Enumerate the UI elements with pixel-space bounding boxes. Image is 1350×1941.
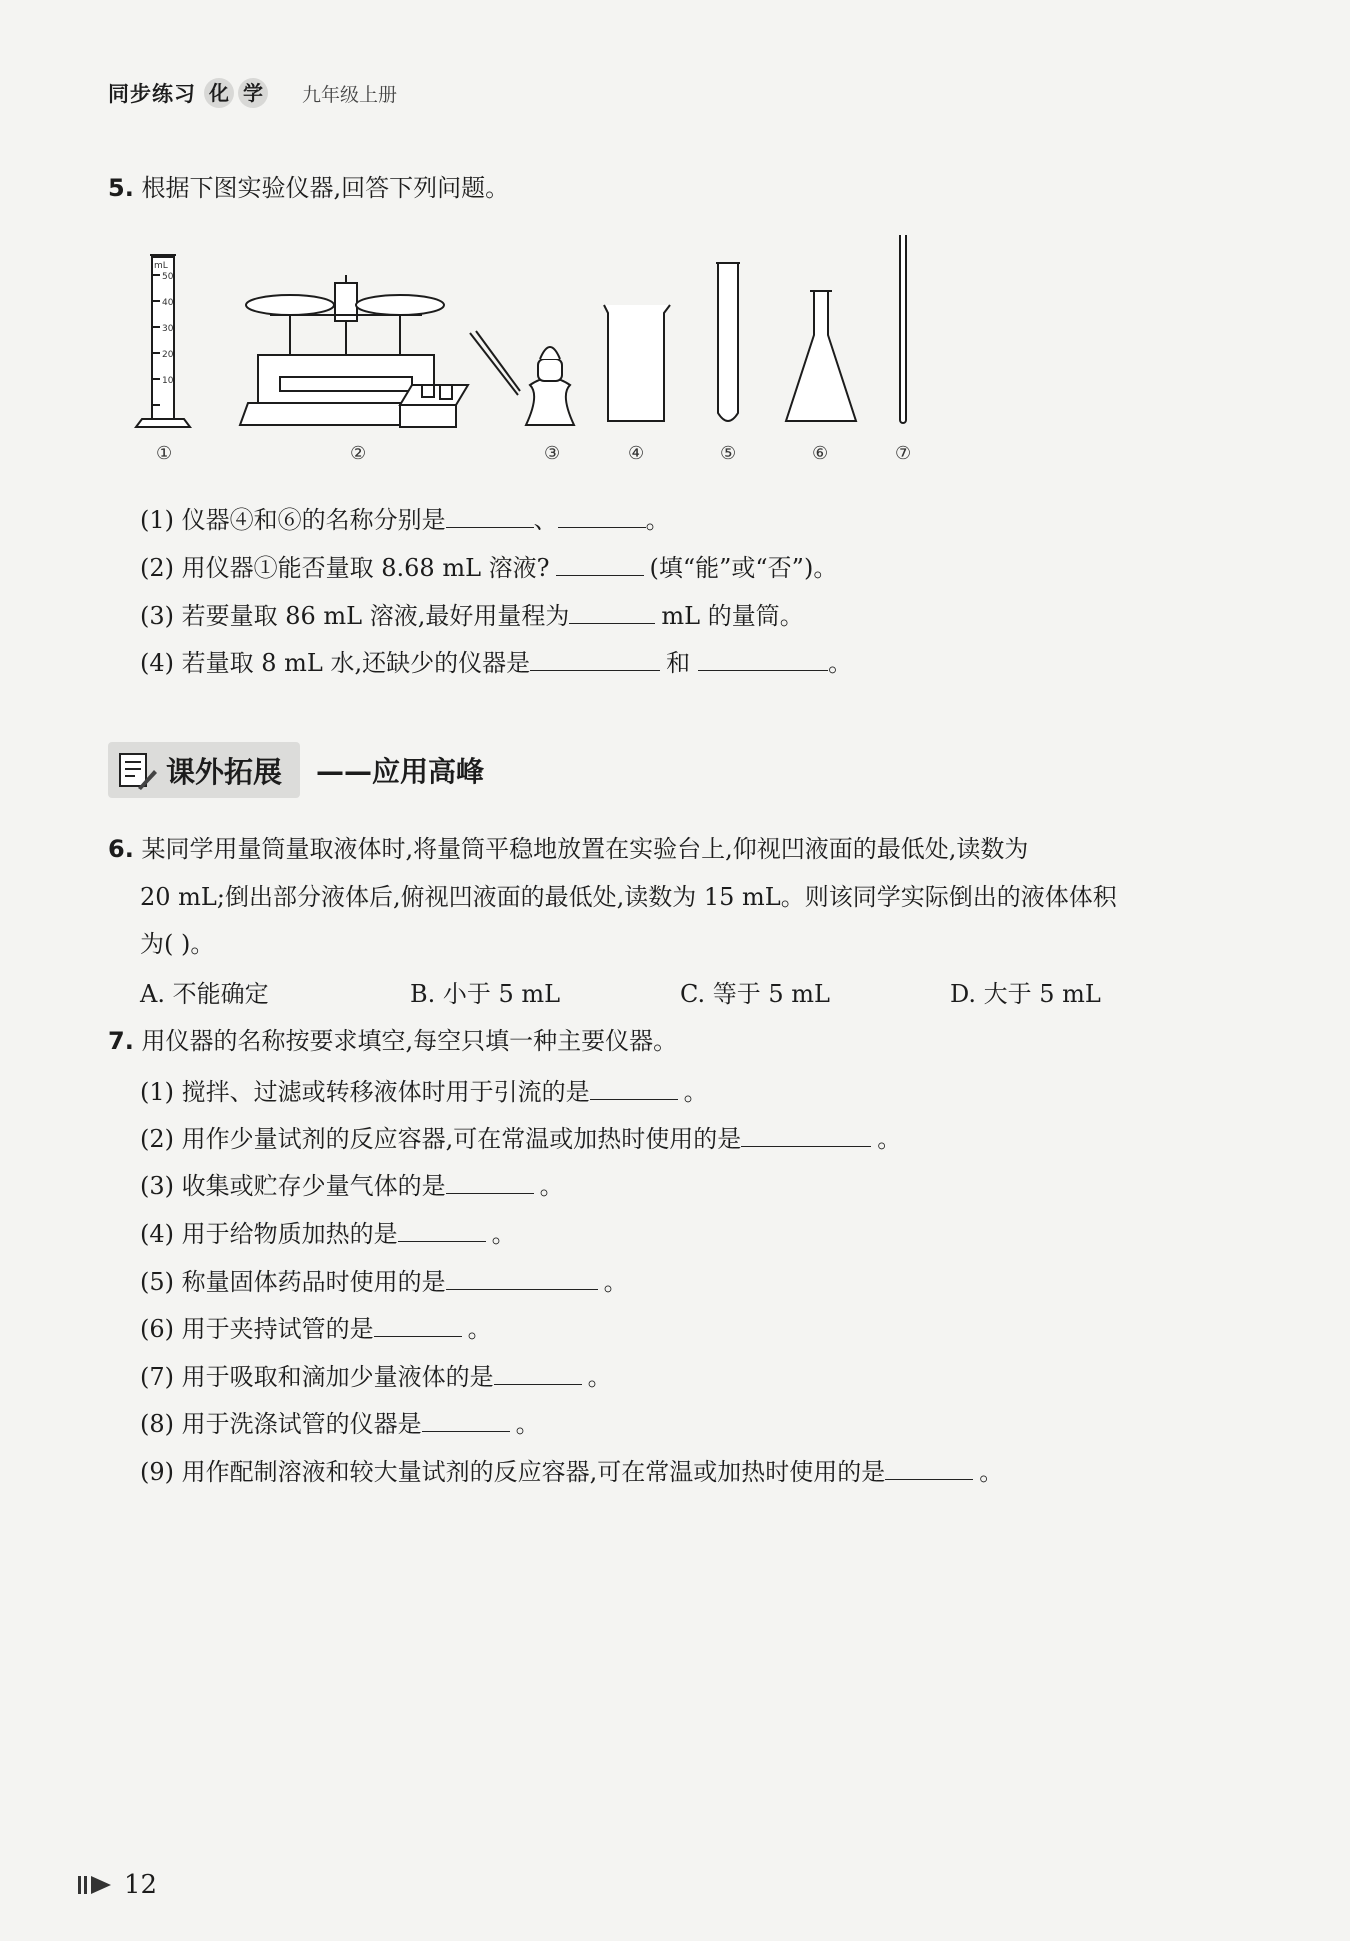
q5-part-1-text: (1) 仪器④和⑥的名称分别是 (140, 506, 446, 534)
subject-char-2: 学 (238, 78, 268, 108)
figure-label-1: ① (156, 443, 173, 464)
q7-part-text: (8) 用于洗涤试管的仪器是 (140, 1410, 422, 1438)
q7-part-end: 。 (877, 1125, 902, 1153)
q7-part-end: 。 (515, 1410, 540, 1438)
answer-blank[interactable] (558, 505, 646, 528)
notebook-pencil-icon (114, 748, 158, 792)
q5-part-4 (140, 648, 852, 675)
equipment-figure (130, 235, 1150, 465)
q7-part-9 (140, 1457, 1003, 1484)
answer-blank[interactable] (569, 601, 655, 624)
q7-part-end: 。 (491, 1220, 516, 1248)
q5-part-1 (140, 505, 670, 532)
q7-part-text: (7) 用于吸取和滴加少量液体的是 (140, 1363, 494, 1391)
section-heading (108, 742, 484, 798)
q5-part-1-end: 。 (645, 506, 670, 534)
cylinder-tick-40: 40 (162, 298, 174, 308)
q7-part-3 (140, 1171, 564, 1198)
answer-blank[interactable] (590, 1077, 678, 1100)
q7-part-text: (5) 称量固体药品时使用的是 (140, 1268, 446, 1296)
cylinder-tick-30: 30 (162, 324, 174, 334)
q6-number: 6. (108, 835, 134, 863)
q7-part-end: 。 (587, 1363, 612, 1391)
figure-label-4: ④ (628, 443, 645, 464)
q7-stem-text: 用仪器的名称按要求填空,每空只填一种主要仪器。 (141, 1027, 678, 1055)
q7-part-5 (140, 1267, 628, 1294)
q6-line-2: 20 mL;倒出部分液体后,俯视凹液面的最低处,读数为 15 mL。则该同学实际倒出的液体体积 (140, 883, 1117, 911)
answer-blank[interactable] (530, 648, 660, 671)
q7-part-8 (140, 1409, 540, 1436)
q7-part-6 (140, 1314, 492, 1341)
cylinder-tick-10: 10 (162, 376, 174, 386)
answer-blank[interactable] (374, 1314, 462, 1337)
q7-part-end: 。 (979, 1458, 1004, 1486)
page-header (108, 78, 397, 108)
q5-part-2-end: (填“能”或“否”)。 (649, 554, 838, 582)
answer-blank[interactable] (446, 505, 534, 528)
q5-number: 5. (108, 174, 134, 202)
figure-label-3: ③ (544, 443, 561, 464)
equipment-drawing (130, 235, 1150, 465)
q5-part-2 (140, 553, 837, 580)
q5-stem-text: 根据下图实验仪器,回答下列问题。 (141, 174, 510, 202)
q5-part-2-text: (2) 用仪器①能否量取 8.68 mL 溶液? (140, 554, 550, 582)
alcohol-lamp-icon (526, 347, 574, 425)
series-title: 同步练习 (108, 82, 196, 106)
page-number: 12 (124, 1870, 158, 1900)
conical-flask-icon (786, 291, 856, 421)
q5-part-3 (140, 601, 804, 628)
q6-line-3: 为( )。 (140, 930, 215, 958)
section-title: 课外拓展 (166, 754, 283, 789)
q6-text-1: 某同学用量筒量取液体时,将量筒平稳地放置在实验台上,仰视凹液面的最低处,读数为 (141, 835, 1029, 863)
test-tube-icon (716, 263, 740, 421)
q7-part-7 (140, 1362, 612, 1389)
q7-stem (108, 1029, 677, 1053)
grade-label: 九年级上册 (302, 83, 398, 106)
q5-part-3-text: (3) 若要量取 86 mL 溶液,最好用量程为 (140, 602, 570, 630)
figure-label-6: ⑥ (812, 443, 829, 464)
q7-part-4 (140, 1219, 516, 1246)
q7-part-text: (4) 用于给物质加热的是 (140, 1220, 398, 1248)
figure-label-5: ⑤ (720, 443, 737, 464)
q5-part-3-end: mL 的量筒。 (661, 602, 804, 630)
answer-blank[interactable] (446, 1171, 534, 1194)
subject-char-1: 化 (204, 78, 234, 108)
q6-option-a[interactable]: A. 不能确定 (140, 980, 269, 1008)
answer-blank[interactable] (398, 1219, 486, 1242)
q7-part-text: (1) 搅拌、过滤或转移液体时用于引流的是 (140, 1078, 590, 1106)
cylinder-tick-20: 20 (162, 350, 174, 360)
answer-blank[interactable] (494, 1362, 582, 1385)
q6-option-d[interactable]: D. 大于 5 mL (950, 980, 1101, 1008)
q7-part-end: 。 (603, 1268, 628, 1296)
figure-label-2: ② (350, 443, 367, 464)
subject-badges (204, 78, 272, 108)
q6-option-c[interactable]: C. 等于 5 mL (680, 980, 830, 1008)
balance-scale-icon (240, 275, 520, 427)
q5-part-1-sep: 、 (533, 506, 558, 534)
cylinder-tick-50: 50 (162, 272, 174, 282)
q5-part-4-sep: 和 (666, 649, 691, 677)
q7-part-end: 。 (683, 1078, 708, 1106)
q5-part-4-end: 。 (828, 649, 853, 677)
q7-part-text: (6) 用于夹持试管的是 (140, 1315, 374, 1343)
page-footer (78, 1870, 157, 1900)
q5-part-4-text: (4) 若量取 8 mL 水,还缺少的仪器是 (140, 649, 531, 677)
answer-blank[interactable] (422, 1409, 510, 1432)
q7-part-text: (3) 收集或贮存少量气体的是 (140, 1172, 446, 1200)
play-arrow-icon (78, 1873, 114, 1897)
answer-blank[interactable] (446, 1267, 598, 1290)
answer-blank[interactable] (556, 553, 644, 576)
q7-number: 7. (108, 1027, 134, 1055)
q6-option-b[interactable]: B. 小于 5 mL (410, 980, 561, 1008)
q7-part-end: 。 (467, 1315, 492, 1343)
answer-blank[interactable] (741, 1124, 871, 1147)
cylinder-unit: mL (154, 261, 168, 271)
answer-blank[interactable] (885, 1457, 973, 1480)
section-subtitle: ——应用高峰 (316, 755, 485, 788)
beaker-icon (604, 305, 670, 421)
glass-rod-icon (900, 235, 906, 423)
q7-part-end: 。 (539, 1172, 564, 1200)
figure-label-7: ⑦ (895, 443, 912, 464)
q7-part-2 (140, 1124, 901, 1151)
q5-stem (108, 176, 509, 200)
q7-part-text: (2) 用作少量试剂的反应容器,可在常温或加热时使用的是 (140, 1125, 742, 1153)
q7-part-1 (140, 1077, 708, 1104)
q6-line-1 (108, 837, 1028, 861)
section-tab (108, 742, 300, 798)
answer-blank[interactable] (698, 648, 828, 671)
q7-part-text: (9) 用作配制溶液和较大量试剂的反应容器,可在常温或加热时使用的是 (140, 1458, 886, 1486)
